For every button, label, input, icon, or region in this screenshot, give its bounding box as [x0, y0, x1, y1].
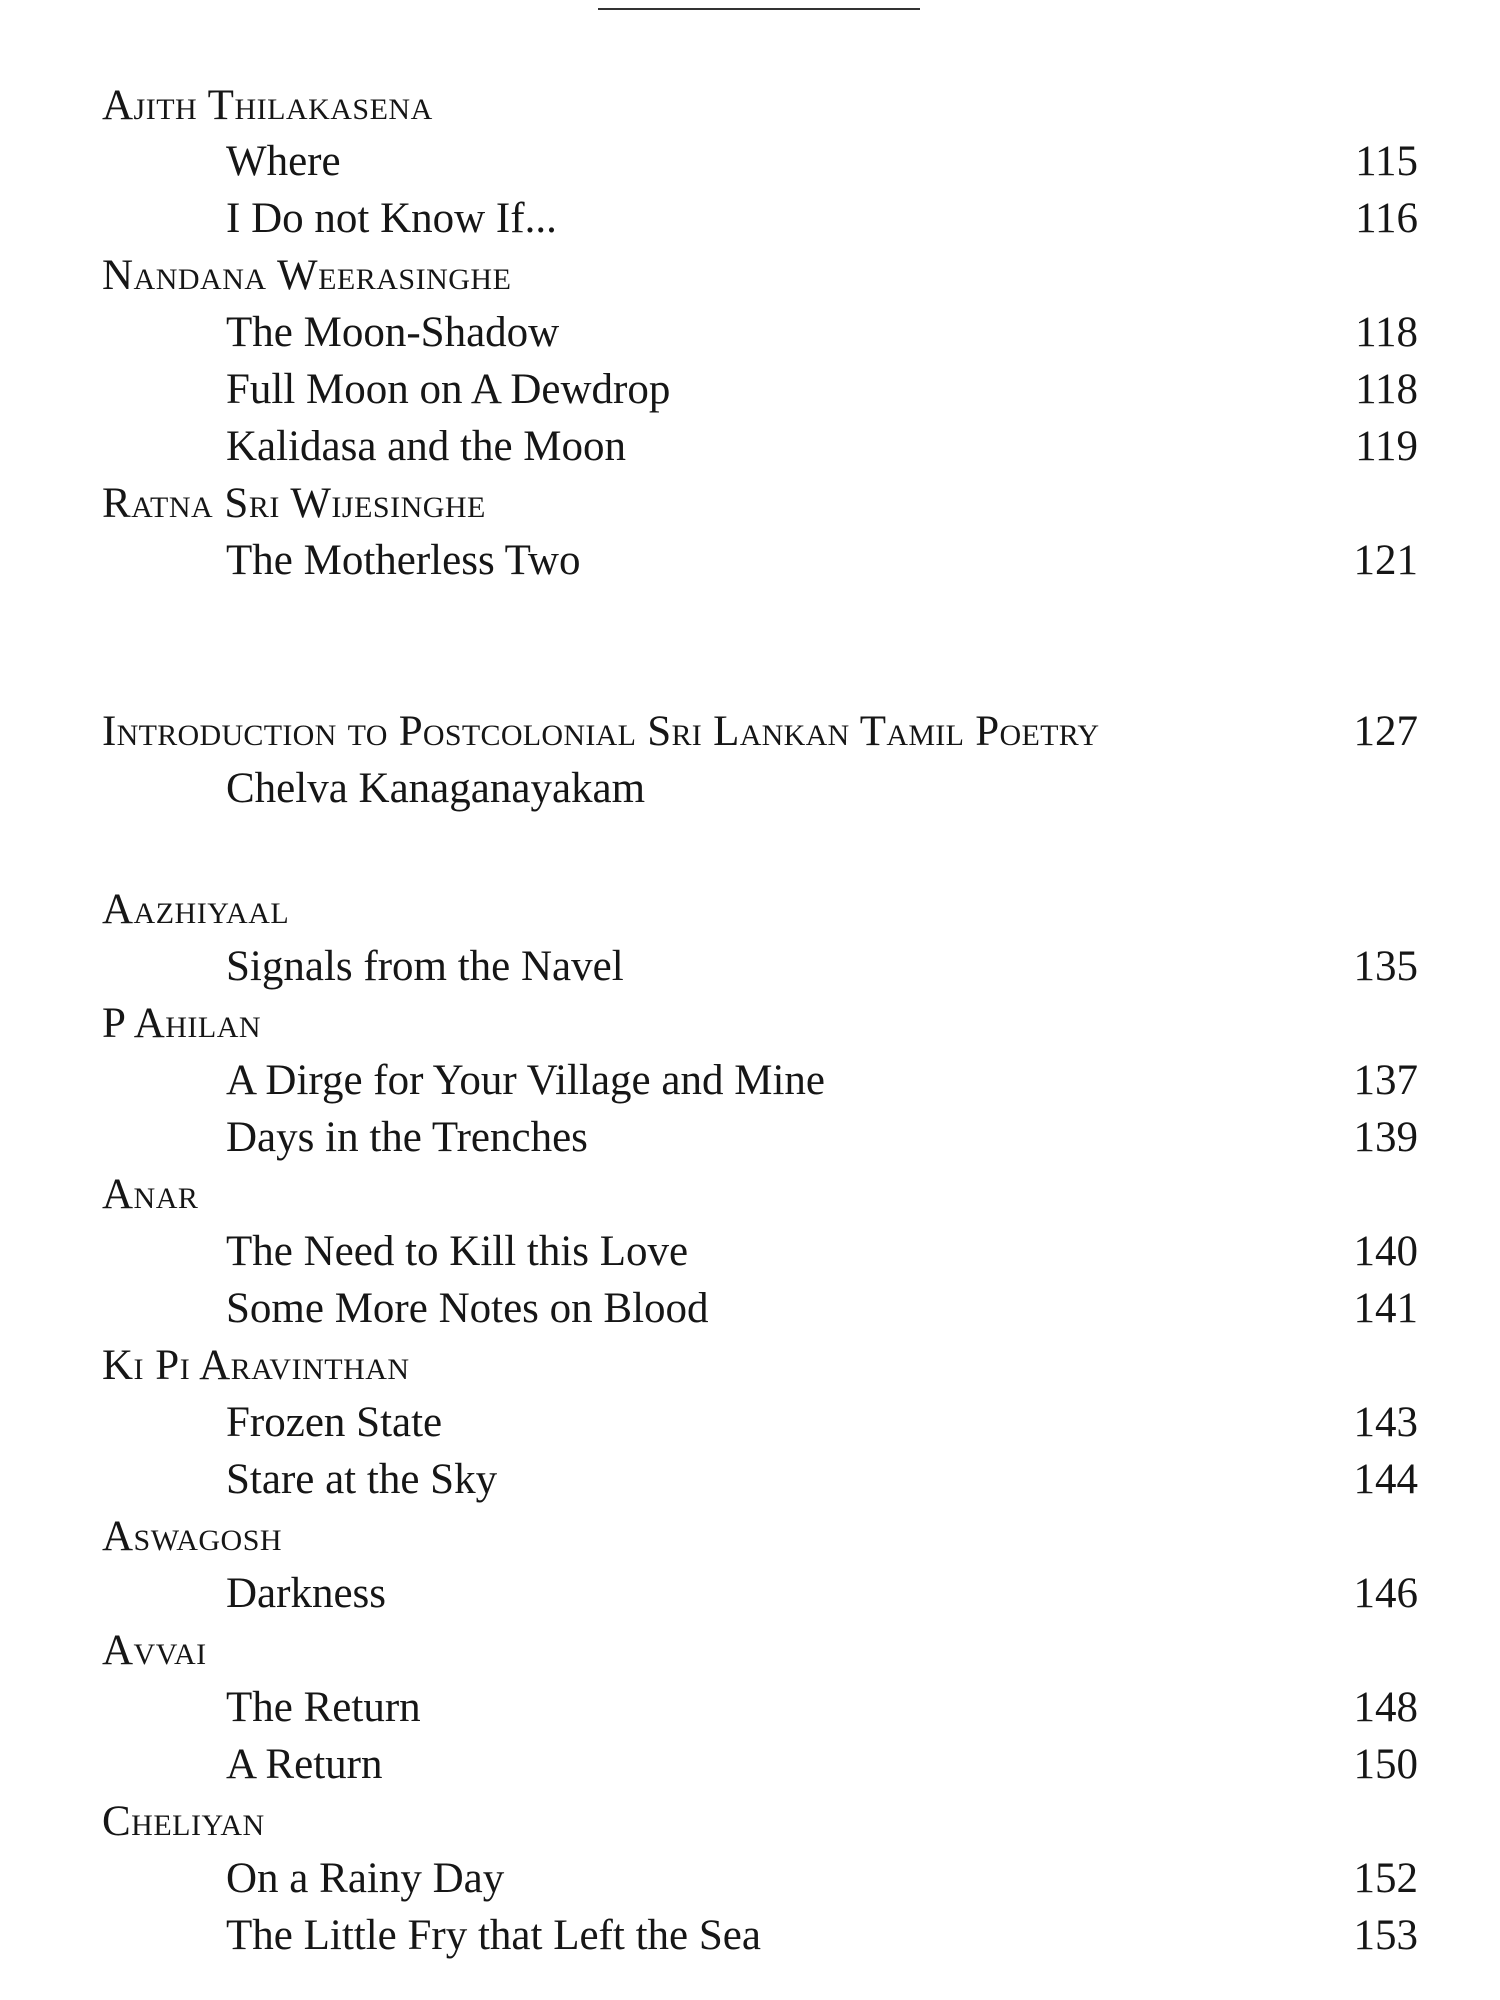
page-number: 146: [1353, 1570, 1418, 1617]
author-name: Ajith Thilakasena: [102, 82, 433, 129]
author-name: Aazhiyaal: [102, 886, 290, 933]
poem-row: [0, 1281, 1500, 1337]
poem-title: On a Rainy Day: [226, 1855, 505, 1902]
poem-row: [0, 362, 1500, 418]
poem-row: [0, 1851, 1500, 1907]
author-name: Avvai: [102, 1627, 207, 1674]
author-name: Aswagosh: [102, 1513, 283, 1560]
poem-title: Where: [226, 138, 341, 185]
author-name: Ratna Sri Wijesinghe: [102, 480, 486, 527]
poem-title: I Do not Know If...: [226, 195, 557, 242]
poem-row: [0, 939, 1500, 995]
page-number: 118: [1355, 309, 1418, 356]
poem-row: [0, 191, 1500, 247]
poem-title: Some More Notes on Blood: [226, 1285, 709, 1332]
introduction-author: Chelva Kanaganayakam: [226, 765, 646, 812]
poem-title: Signals from the Navel: [226, 943, 624, 990]
poem-title: A Dirge for Your Village and Mine: [226, 1057, 825, 1104]
introduction-row: [0, 704, 1500, 760]
poem-title: Days in the Trenches: [226, 1114, 588, 1161]
poem-row: [0, 533, 1500, 589]
introduction-title: Introduction to Postcolonial Sri Lankan Tamil Poetry: [102, 708, 1100, 755]
poem-row: [0, 1680, 1500, 1736]
page-number: 127: [1353, 708, 1418, 755]
poem-title: A Return: [226, 1741, 383, 1788]
page-number: 121: [1353, 537, 1418, 584]
poem-row: [0, 1053, 1500, 1109]
page-number: 137: [1353, 1057, 1418, 1104]
poem-row: [0, 1566, 1500, 1622]
poem-row: [0, 1908, 1500, 1964]
page-number: 139: [1353, 1114, 1418, 1161]
poem-title: Darkness: [226, 1570, 387, 1617]
author-row: [0, 78, 1500, 134]
author-row: [0, 476, 1500, 532]
author-name: Anar: [102, 1171, 199, 1218]
poem-title: The Motherless Two: [226, 537, 581, 584]
page-number: 141: [1353, 1285, 1418, 1332]
poem-title: The Return: [226, 1684, 421, 1731]
poem-title: Kalidasa and the Moon: [226, 423, 627, 470]
page-number: 148: [1353, 1684, 1418, 1731]
poem-row: [0, 305, 1500, 361]
author-row: [0, 248, 1500, 304]
page-number: 118: [1355, 366, 1418, 413]
author-row: [0, 1338, 1500, 1394]
page-number: 119: [1355, 423, 1418, 470]
page-number: 135: [1353, 943, 1418, 990]
page-number: 140: [1353, 1228, 1418, 1275]
page-number: 153: [1353, 1912, 1418, 1959]
poem-row: [0, 1224, 1500, 1280]
poem-title: Frozen State: [226, 1399, 443, 1446]
author-row: [0, 1794, 1500, 1850]
author-name: Nandana Weerasinghe: [102, 252, 512, 299]
author-row: [0, 1623, 1500, 1679]
poem-row: [0, 419, 1500, 475]
poem-row: [0, 1110, 1500, 1166]
author-row: [0, 1167, 1500, 1223]
page-number: 150: [1353, 1741, 1418, 1788]
poem-title: Full Moon on A Dewdrop: [226, 366, 671, 413]
poem-title: The Little Fry that Left the Sea: [226, 1912, 761, 1959]
poem-title: Stare at the Sky: [226, 1456, 498, 1503]
author-name: Cheliyan: [102, 1798, 265, 1845]
author-row: [0, 996, 1500, 1052]
poem-row: [0, 134, 1500, 190]
poem-row: [0, 1737, 1500, 1793]
page-number: 152: [1353, 1855, 1418, 1902]
poem-row: [0, 1452, 1500, 1508]
page-number: 143: [1353, 1399, 1418, 1446]
author-row: [0, 1509, 1500, 1565]
poem-title: The Moon-Shadow: [226, 309, 560, 356]
page-number: 116: [1355, 195, 1418, 242]
author-row: [0, 882, 1500, 938]
poem-row: [0, 1395, 1500, 1451]
poem-title: The Need to Kill this Love: [226, 1228, 689, 1275]
author-name: P Ahilan: [102, 1000, 262, 1047]
author-name: Ki Pi Aravinthan: [102, 1342, 410, 1389]
page-number: 115: [1355, 138, 1418, 185]
page-number: 144: [1353, 1456, 1418, 1503]
introduction-author-row: [0, 761, 1500, 817]
